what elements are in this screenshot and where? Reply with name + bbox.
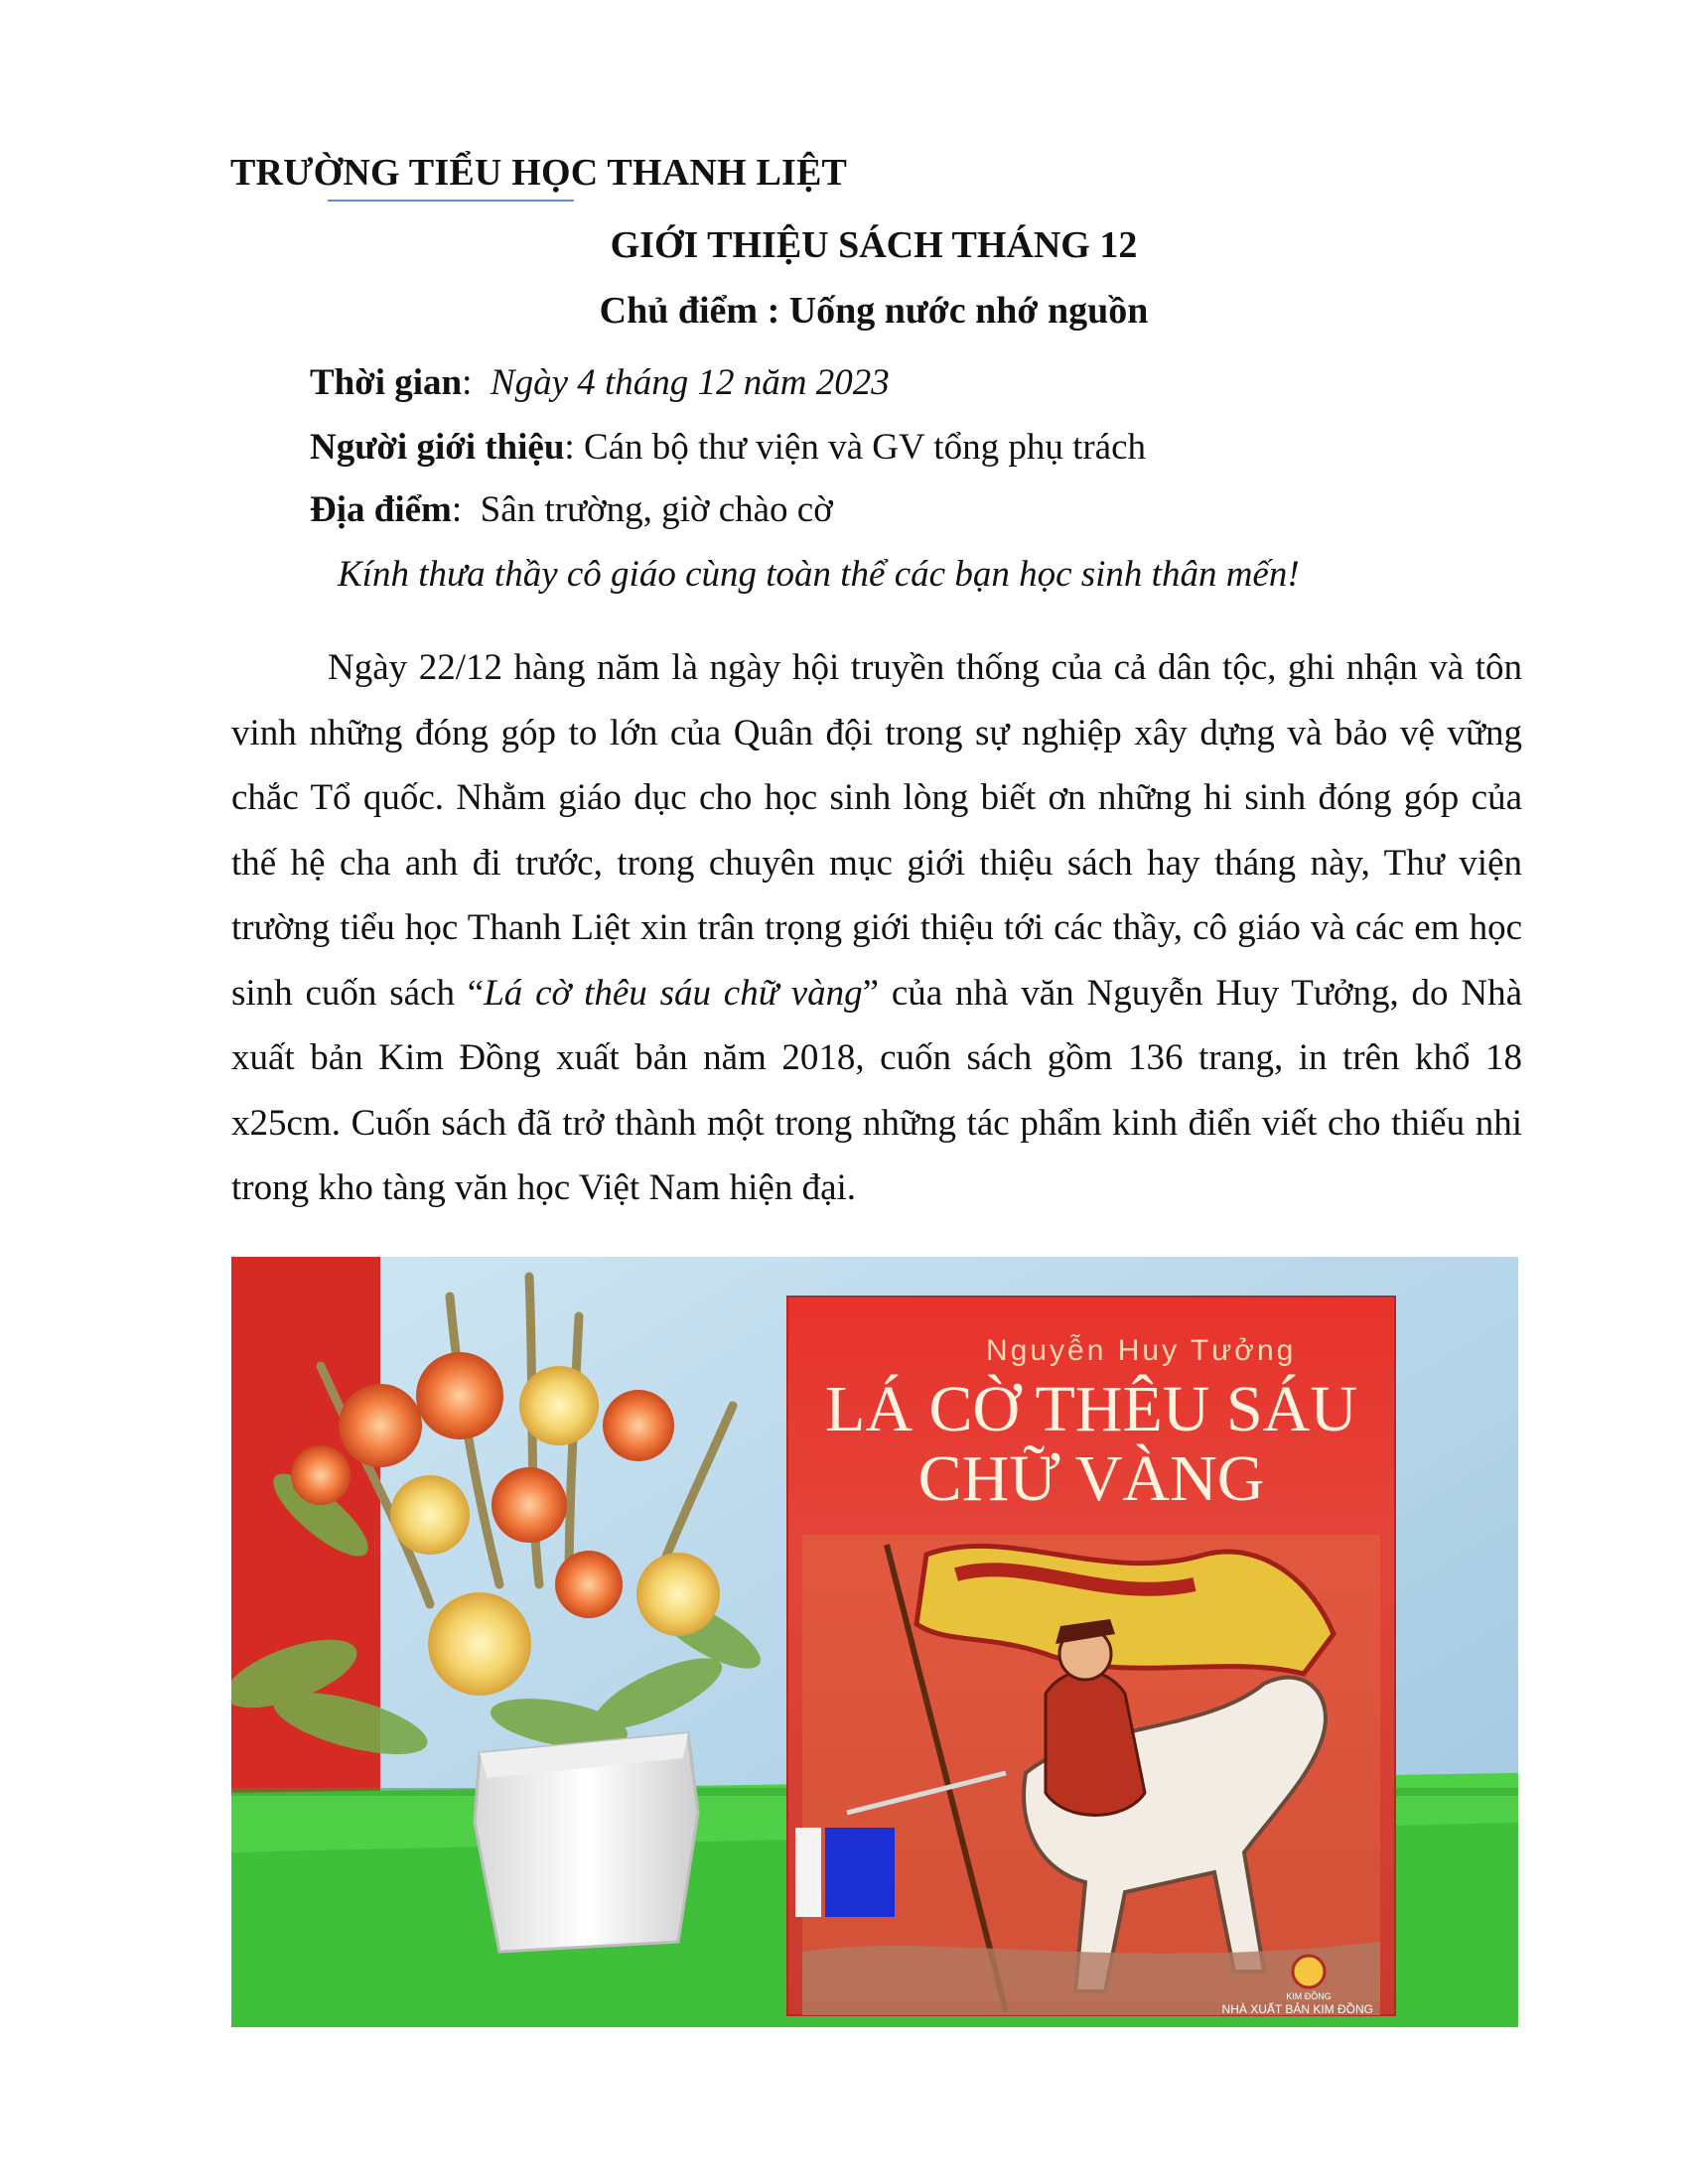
time-row: Thời gian: Ngày 4 tháng 12 năm 2023 — [310, 362, 890, 403]
body-part1: Ngày 22/12 hàng năm là ngày hội truyền thống của cả dân tộc, ghi nhận và tôn vinh những đóng góp to lớn của Quân đội trong sự nghiệp xây dựng và bảo vệ vững chắc Tổ quốc. Nhằm giáo dục cho học sinh lòng biết ơn những hi sinh đóng góp của thế hệ cha anh đi trước, trong chuyên mục giới thiệu sách hay tháng này, Thư viện trường tiểu học Thanh Liệt xin trân trọng giới thiệu tới các thầy, cô giáo và các em học sinh cuốn sách “ — [231, 647, 1522, 1014]
cover-logo: KIM ĐỒNG — [1286, 1991, 1332, 2001]
body-paragraph — [231, 635, 1522, 1221]
place-value: Sân trường, giờ chào cờ — [480, 489, 833, 530]
greeting: Kính thưa thầy cô giáo cùng toàn thể các bạn học sinh thân mến! — [338, 554, 1300, 595]
time-value: Ngày 4 tháng 12 năm 2023 — [490, 362, 890, 403]
book-photo — [231, 1257, 1518, 2027]
spellcheck-underline — [328, 200, 574, 202]
presenter-label: Người giới thiệu — [310, 427, 565, 468]
cover-author: Nguyễn Huy Tưởng — [986, 1334, 1297, 1367]
school-name: TRƯỜNG TIỂU HỌC THANH LIỆT — [230, 152, 848, 194]
body-part2: ” của nhà văn Nguyễn Huy Tưởng, do Nhà xuất bản Kim Đồng xuất bản năm 2018, cuốn sách gồm 136 trang, in trên khổ 18 x25cm. Cuốn sách đã trở thành một trong những tác phẩm kinh điển viết cho thiếu nhi trong kho tàng văn học Việt Nam hiện đại. — [231, 972, 1523, 1208]
cover-title-line2: CHỮ VÀNG — [917, 1442, 1265, 1515]
presenter-value: Cán bộ thư viện và GV tổng phụ trách — [583, 427, 1147, 468]
time-label: Thời gian — [310, 362, 463, 403]
page-title: GIỚI THIỆU SÁCH THÁNG 12 — [610, 224, 1138, 266]
cover-publisher: NHÀ XUẤT BẢN KIM ĐỒNG — [1221, 2002, 1373, 2016]
presenter-row: Người giới thiệu: Cán bộ thư viện và GV tổng phụ trách — [310, 427, 1147, 468]
place-row: Địa điểm: Sân trường, giờ chào cờ — [310, 489, 833, 530]
cover-title-line1: LÁ CỜ THÊU SÁU — [825, 1373, 1357, 1445]
place-label: Địa điểm — [310, 489, 452, 530]
theme-line: Chủ điểm : Uống nước nhớ nguồn — [599, 290, 1149, 332]
book-title-inline: Lá cờ thêu sáu chữ vàng — [484, 972, 863, 1014]
